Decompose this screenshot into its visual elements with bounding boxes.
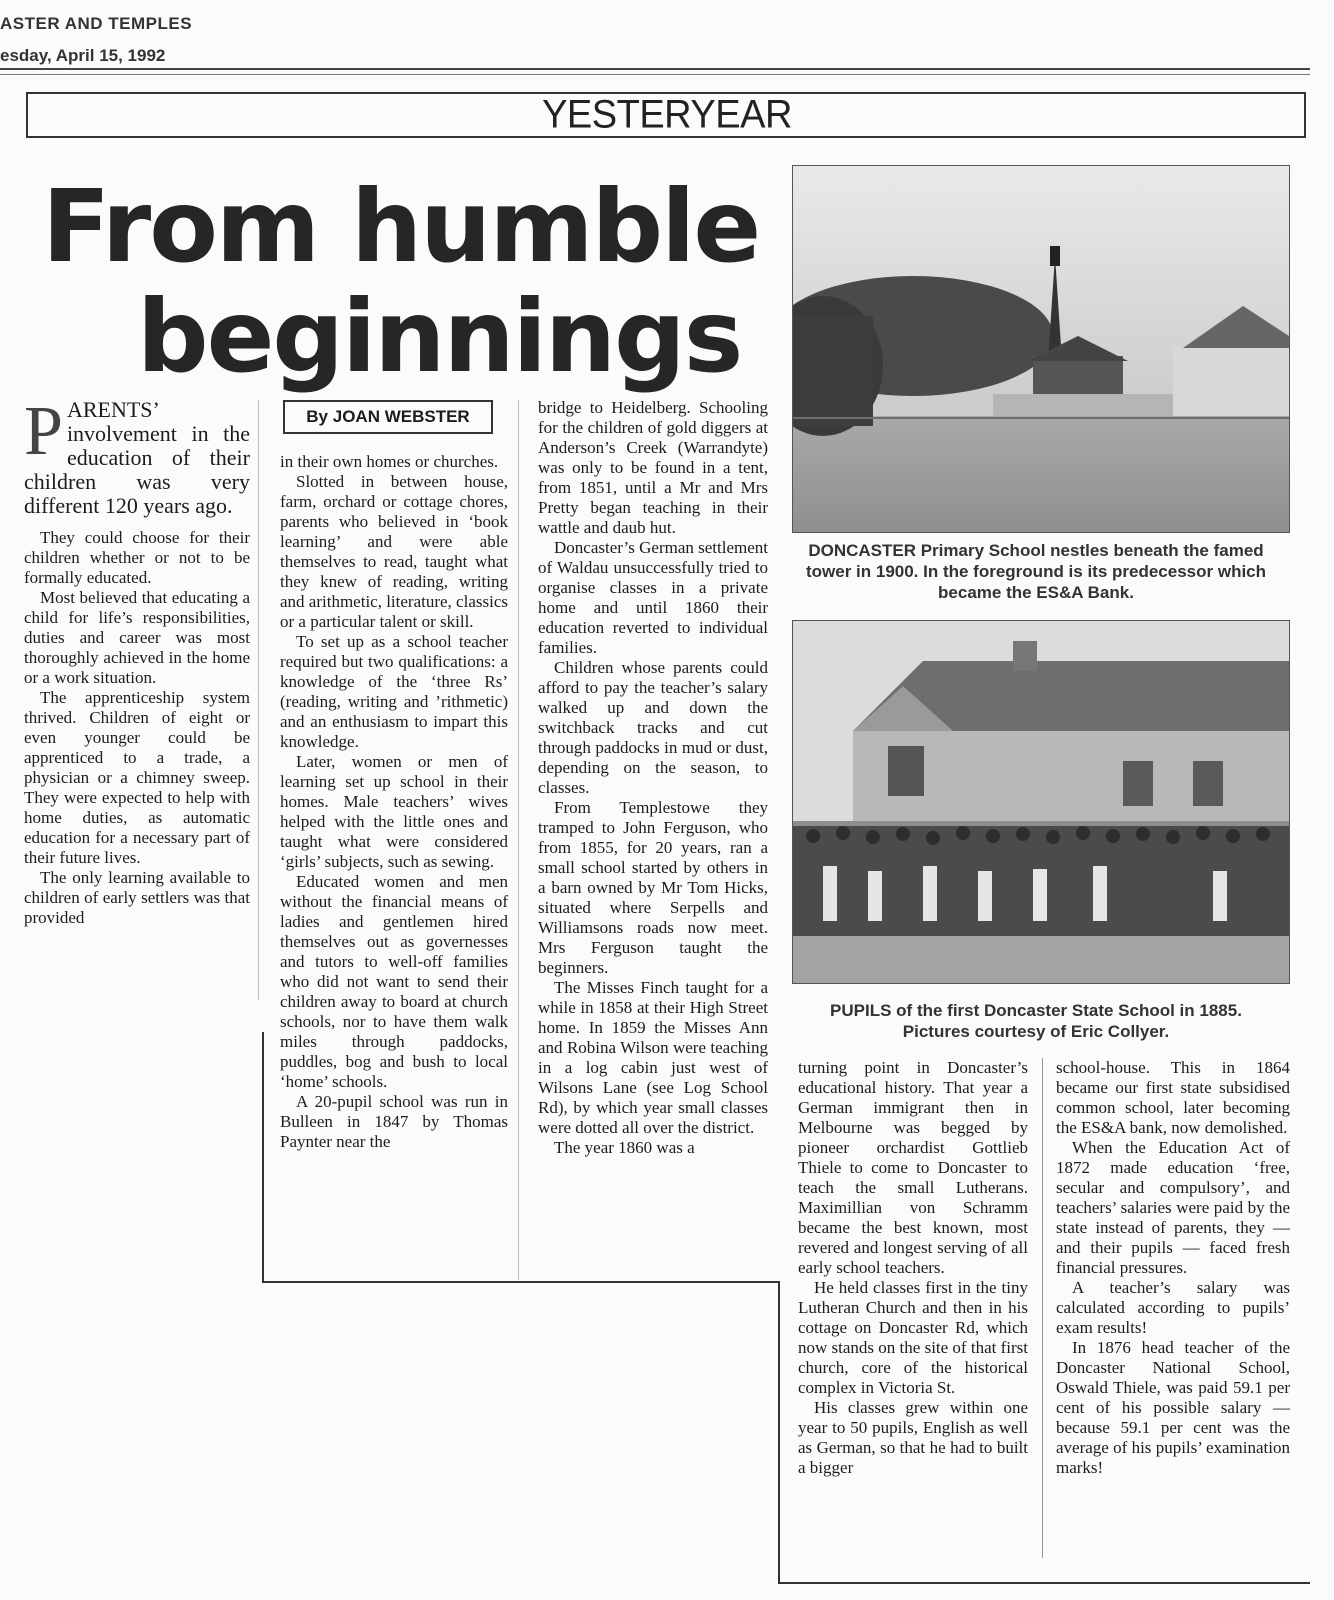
section-title: YESTERYEAR <box>542 92 792 138</box>
lead-paragraph <box>24 393 250 518</box>
photo-doncaster-primary-school <box>792 165 1290 533</box>
photo-first-doncaster-state-school <box>792 620 1290 984</box>
drop-cap: P <box>24 393 63 470</box>
paragraph: school-house. This in 1864 became our first state subsidised common school, later becoming the ES&A bank, now demolished. <box>1056 1058 1290 1137</box>
paragraph: They could choose for their children whether or not to be formally educated. <box>24 528 250 587</box>
masthead-paper-name: ASTER AND TEMPLES <box>0 14 193 33</box>
paragraph: Most believed that educating a child for life’s responsibilities, duties and career was most thoroughly achieved in the home or a work situation. <box>24 588 250 687</box>
paragraph: A teacher’s salary was calculated according to pupils’ exam results! <box>1056 1278 1290 1337</box>
frame-rule <box>778 1281 780 1583</box>
column-divider <box>1042 1058 1043 1558</box>
frame-rule <box>778 1582 1310 1584</box>
paragraph: Doncaster’s German settlement of Waldau unsuccessfully tried to organise classes in a private home and until 1860 their education reverted to individual families. <box>538 538 769 657</box>
paragraph: In 1876 head teacher of the Doncaster National School, Oswald Thiele, was paid 59.1 per cent of his possible salary — because 59.1 per cent was the average of his pupils’ examination marks! <box>1056 1338 1290 1477</box>
paragraph: Later, women or men of learning set up school in their homes. Male teachers’ wives helped with the little ones and taught what were considered ‘girls’ subjects, such as sewing. <box>280 752 508 871</box>
paragraph: Educated women and men without the financial means of ladies and gentlemen hired themselves out as governesses and tutors to well-off families who did not want to send their children away to board at church schools, nor to have them walk miles through paddocks, puddles, bog and bush to local ‘home’ schools. <box>280 872 508 1091</box>
paragraph: When the Education Act of 1872 made education ‘free, secular and compulsory’, and teachers’ salaries were paid by the state instead of parents, they — and their pupils — faced fresh financial pressures. <box>1056 1138 1290 1277</box>
paragraph: He held classes first in the tiny Lutheran Church and then in his cottage on Doncaster Rd, which now stands on the site of that first church, core of the historical complex in Victoria St. <box>798 1278 1028 1397</box>
byline: By JOAN WEBSTER <box>283 400 493 434</box>
article-column-1 <box>24 393 250 928</box>
photo-image <box>793 621 1289 983</box>
photo-caption-top: DONCASTER Primary School nestles beneath the famed tower in 1900. In the foreground is its predecessor which became the ES&A Bank. <box>805 541 1267 602</box>
frame-rule <box>262 1032 264 1282</box>
paragraph: To set up as a school teacher required but two qualifications: a knowledge of the ‘three Rs’ (reading, writing and ’rithmetic) and an enthusiasm to impart this knowledge. <box>280 632 508 751</box>
article-column-5 <box>1056 1058 1290 1478</box>
paragraph: A 20-pupil school was run in Bulleen in 1847 by Thomas Paynter near the <box>280 1092 508 1151</box>
lead-text: ARENTS’ involvement in the education of their children was very different 120 years ago. <box>24 397 250 518</box>
masthead-rule <box>0 68 1310 70</box>
paragraph: Children whose parents could afford to pay the teacher’s salary walked up and down the switchback tracks and cut through paddocks in mud or dust, depending on the season, to classes. <box>538 658 768 797</box>
article-headline <box>42 168 802 395</box>
paragraph: The apprenticeship system thrived. Children of eight or even younger could be apprenticed to a trade, a physician or a chimney sweep. They were expected to help with home duties, as automatic education for a necessary part of their future lives. <box>24 688 250 867</box>
photo-image <box>793 166 1289 532</box>
paragraph: in their own homes or churches. <box>280 452 499 471</box>
article-column-4 <box>798 1058 1028 1478</box>
masthead-rule-thin <box>0 74 1310 75</box>
headline-line-1: From humble <box>42 168 760 285</box>
paragraph: The year 1860 was a <box>554 1138 695 1157</box>
frame-rule <box>262 1281 780 1283</box>
masthead-date: esday, April 15, 1992 <box>0 46 166 65</box>
column-divider <box>258 400 259 1000</box>
column-divider <box>518 400 519 1280</box>
photo-caption-bottom: PUPILS of the first Doncaster State School in 1885. Pictures courtesy of Eric Collyer. <box>830 1001 1242 1041</box>
paragraph: From Templestowe they tramped to John Ferguson, who from 1855, for 20 years, ran a small school started by others in a barn owned by Mr Tom Hicks, situated where Serpells and Williamsons roads now meet. Mrs Ferguson taught the beginners. <box>538 798 768 977</box>
paragraph: The only learning available to children of early settlers was that provided <box>24 868 250 927</box>
paragraph: The Misses Finch taught for a while in 1858 at their High Street home. In 1859 the Misses Ann and Robina Wilson were teaching in a log cabin just west of Wilsons Lane (see Log School Rd), by which year small classes were dotted all over the district. <box>538 978 768 1137</box>
paragraph: Slotted in between house, farm, orchard or cottage chores, parents who believed in ‘book learning’ and were able themselves to read, taught what they knew of reading, writing and arithmetic, literature, classics or a particular talent or skill. <box>280 472 508 631</box>
headline-line-2: beginnings <box>137 278 742 395</box>
article-column-3 <box>538 398 768 1158</box>
paragraph: bridge to Heidelberg. Schooling for the children of gold diggers at Anderson’s Creek (Warrandyte) was only to be found in a tent, from 1851, until a Mr and Mrs Pretty began teaching in their wattle and daub hut. <box>538 398 768 537</box>
article-column-2 <box>280 452 508 1152</box>
paragraph: His classes grew within one year to 50 pupils, English as well as German, so that he had to built a bigger <box>798 1398 1028 1477</box>
paragraph: turning point in Doncaster’s educational history. That year a German immigrant then in Melbourne was begged by pioneer orchardist Gottlieb Thiele to come to Doncaster to teach the small Lutherans. Maximillian von Schramm became the best known, most revered and longest serving of all early school teachers. <box>798 1058 1028 1277</box>
